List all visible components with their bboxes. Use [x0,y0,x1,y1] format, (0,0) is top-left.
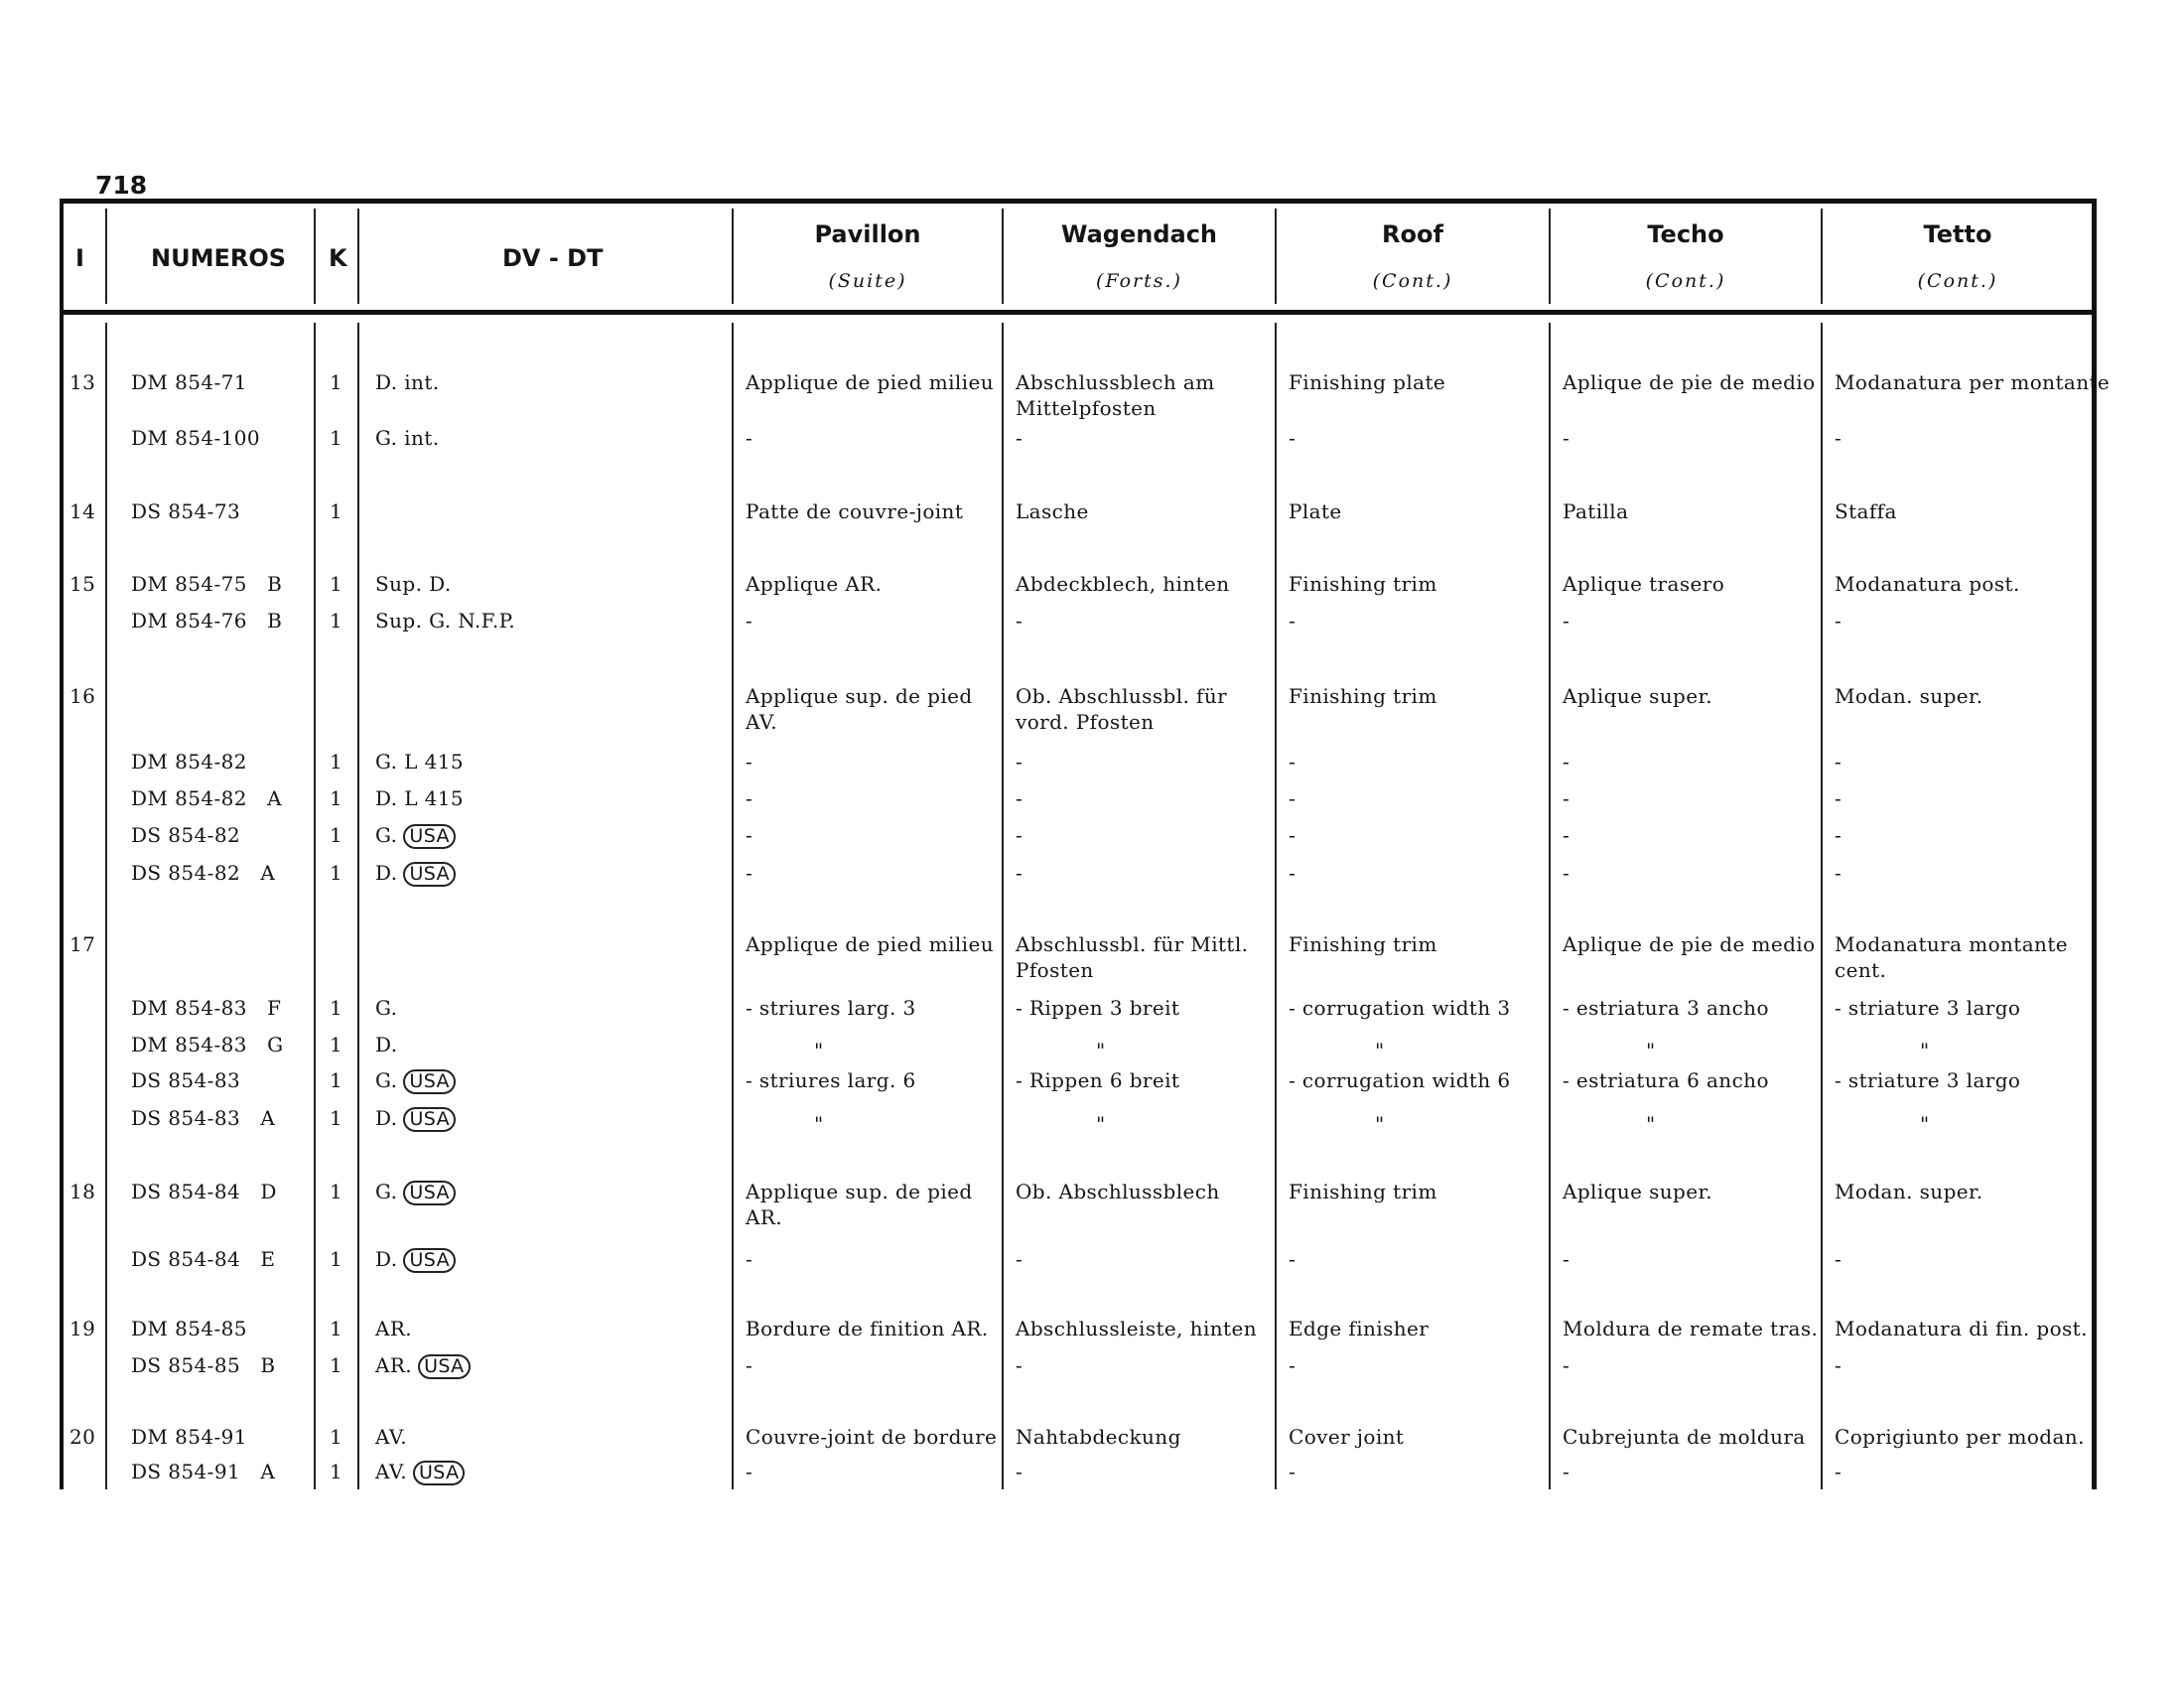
techo-cell: - [1563,1353,1570,1377]
part-number-cell: DM 854-85 [131,1317,247,1340]
dvdt-cell: G. L 415 [375,750,464,774]
tetto-cell: " [1920,1039,1930,1062]
techo-cell: Aplique super. [1563,684,1713,708]
quantity-cell: 1 [330,1425,343,1449]
pavillon-cell: - [746,823,753,847]
column-divider [314,323,316,1489]
tetto-cell: Staffa [1835,499,1897,523]
roof-cell: " [1375,1039,1385,1062]
wagendach-cell: " [1096,1112,1106,1136]
page-number: 718 [95,171,148,200]
quantity-cell: 1 [330,499,343,523]
tetto-cell: - [1835,609,1843,633]
quantity-cell: 1 [330,426,343,450]
techo-cell: Cubrejunta de moldura [1563,1425,1806,1449]
header-lang-es-sub: (Cont.) [1645,270,1726,292]
pavillon-cell: Couvre-joint de bordure [746,1425,998,1449]
wagendach-cell: - [1016,426,1024,450]
techo-cell: Aplique de pie de medio [1563,370,1816,394]
usa-badge: USA [403,1107,456,1132]
dvdt-cell: AR. [375,1317,413,1340]
techo-cell: - [1563,426,1570,450]
tetto-cell: Coprigiunto per modan. [1835,1425,2085,1449]
wagendach-cell: - [1016,861,1024,885]
tetto-cell: - [1835,750,1843,774]
part-number-cell: DS 854-91 A [131,1460,276,1483]
roof-cell: Finishing trim [1289,1180,1437,1203]
part-number-cell: DM 854-82 [131,750,247,774]
techo-cell: Aplique super. [1563,1180,1713,1203]
usa-badge: USA [413,1461,466,1485]
tetto-cell: Modan. super. [1835,1180,1983,1203]
column-divider [105,323,107,1489]
pavillon-cell: Applique de pied milieu [746,370,994,394]
dvdt-cell: D. USA [375,1246,456,1273]
wagendach-cell: - [1016,823,1024,847]
item-number-cell: 17 [69,932,96,956]
usa-badge: USA [403,824,456,849]
quantity-cell: 1 [330,1353,343,1377]
item-number-cell: 15 [69,572,96,596]
quantity-cell: 1 [330,823,343,847]
dvdt-cell: Sup. G. N.F.P. [375,609,516,633]
tetto-cell: - [1835,1353,1843,1377]
header-lang-de-title: Wagendach [1060,220,1218,248]
dvdt-cell: D. int. [375,370,440,394]
tetto-cell: - [1835,823,1843,847]
wagendach-cell: " [1096,1039,1106,1062]
roof-cell: - [1289,786,1297,810]
techo-cell: - [1563,786,1570,810]
dvdt-cell: G. [375,996,398,1020]
roof-cell: Finishing trim [1289,684,1437,708]
header-lang-en-title: Roof [1382,220,1443,248]
roof-cell: " [1375,1112,1385,1136]
techo-cell: Patilla [1563,499,1629,523]
usa-badge: USA [403,1069,456,1094]
part-number-cell: DS 854-83 [131,1068,241,1092]
column-divider [732,323,734,1489]
header-item: I [75,244,84,272]
roof-cell: - [1289,861,1297,885]
pavillon-cell: Applique sup. de pied AV. [746,684,973,734]
pavillon-cell: Bordure de finition AR. [746,1317,989,1340]
header-divider [357,209,359,304]
wagendach-cell: Abschlussblech am Mittelpfosten [1016,370,1215,420]
part-number-cell: DM 854-76 B [131,609,283,633]
wagendach-cell: - [1016,786,1024,810]
tetto-cell: " [1920,1112,1930,1136]
tetto-cell: - striature 3 largo [1835,1068,2021,1092]
wagendach-cell: - [1016,1353,1024,1377]
pavillon-cell: - [746,609,753,633]
roof-cell: - [1289,609,1297,633]
tetto-cell: - [1835,1460,1843,1483]
roof-cell: - corrugation width 3 [1289,996,1511,1020]
column-divider [1275,323,1277,1489]
item-number-cell: 19 [69,1317,96,1340]
roof-cell: - corrugation width 6 [1289,1068,1511,1092]
quantity-cell: 1 [330,609,343,633]
tetto-cell: - [1835,861,1843,885]
roof-cell: Cover joint [1289,1425,1405,1449]
usa-badge: USA [403,862,456,887]
part-number-cell: DS 854-82 [131,823,241,847]
header-lang-en-sub: (Cont.) [1372,270,1453,292]
item-number-cell: 14 [69,499,96,523]
techo-cell: - [1563,1460,1570,1483]
techo-cell: - estriatura 6 ancho [1563,1068,1769,1092]
wagendach-cell: - Rippen 6 breit [1016,1068,1180,1092]
part-number-cell: DM 854-83 F [131,996,282,1020]
header-k: K [329,244,347,272]
header-divider [105,209,107,304]
roof-cell: Edge finisher [1289,1317,1430,1340]
dvdt-cell: AV. USA [375,1459,465,1485]
pavillon-cell: - [746,426,753,450]
wagendach-cell: - [1016,1460,1024,1483]
quantity-cell: 1 [330,861,343,885]
quantity-cell: 1 [330,996,343,1020]
dvdt-cell: AR. USA [375,1352,471,1379]
tetto-cell: - [1835,426,1843,450]
usa-badge: USA [403,1248,456,1273]
wagendach-cell: - [1016,1247,1024,1271]
techo-cell: - [1563,823,1570,847]
part-number-cell: DM 854-82 A [131,786,282,810]
dvdt-cell: D. [375,1033,398,1056]
wagendach-cell: - [1016,750,1024,774]
dvdt-cell: D. L 415 [375,786,465,810]
quantity-cell: 1 [330,572,343,596]
quantity-cell: 1 [330,1247,343,1271]
techo-cell: - [1563,609,1570,633]
quantity-cell: 1 [330,1033,343,1056]
column-divider [1549,323,1551,1489]
header-lang-fr-title: Pavillon [814,220,921,248]
tetto-cell: Modanatura montante cent. [1835,932,2069,982]
pavillon-cell: " [814,1039,824,1062]
pavillon-cell: - [746,861,753,885]
part-number-cell: DM 854-71 [131,370,247,394]
pavillon-cell: - [746,1353,753,1377]
item-number-cell: 18 [69,1180,96,1203]
techo-cell: - estriatura 3 ancho [1563,996,1769,1020]
tetto-cell: Modanatura post. [1835,572,2020,596]
dvdt-cell: D. USA [375,1105,456,1132]
part-number-cell: DS 854-83 A [131,1106,276,1130]
part-number-cell: DS 854-84 E [131,1247,276,1271]
tetto-cell: Modanatura per montante [1835,370,2111,394]
roof-cell: - [1289,1353,1297,1377]
quantity-cell: 1 [330,1180,343,1203]
tetto-cell: - [1835,786,1843,810]
header-lang-de-sub: (Forts.) [1096,270,1182,292]
part-number-cell: DS 854-84 D [131,1180,277,1203]
header-lang-fr-sub: (Suite) [828,270,907,292]
roof-cell: - [1289,750,1297,774]
pavillon-cell: - striures larg. 6 [746,1068,916,1092]
roof-cell: Plate [1289,499,1342,523]
quantity-cell: 1 [330,1317,343,1340]
dvdt-cell: G. int. [375,426,440,450]
roof-cell: Finishing trim [1289,572,1437,596]
part-number-cell: DM 854-75 B [131,572,283,596]
quantity-cell: 1 [330,786,343,810]
item-number-cell: 20 [69,1425,96,1449]
pavillon-cell: Applique sup. de pied AR. [746,1180,973,1229]
wagendach-cell: Lasche [1016,499,1089,523]
usa-badge: USA [418,1354,471,1379]
wagendach-cell: - [1016,609,1024,633]
dvdt-cell: D. USA [375,860,456,887]
pavillon-cell: Applique de pied milieu [746,932,994,956]
roof-cell: - [1289,426,1297,450]
header-lang-it-title: Tetto [1923,220,1992,248]
pavillon-cell: Applique AR. [746,572,883,596]
dvdt-cell: G. USA [375,1067,456,1094]
techo-cell: " [1646,1112,1656,1136]
part-number-cell: DM 854-91 [131,1425,247,1449]
techo-cell: Aplique trasero [1563,572,1725,596]
usa-badge: USA [403,1181,456,1205]
wagendach-cell: Nahtabdeckung [1016,1425,1181,1449]
quantity-cell: 1 [330,1106,343,1130]
item-number-cell: 16 [69,684,96,708]
techo-cell: Aplique de pie de medio [1563,932,1816,956]
quantity-cell: 1 [330,750,343,774]
wagendach-cell: - Rippen 3 breit [1016,996,1180,1020]
dvdt-cell: AV. [375,1425,407,1449]
dvdt-cell: Sup. D. [375,572,452,596]
roof-cell: - [1289,1247,1297,1271]
wagendach-cell: Abschlussbl. für Mittl. Pfosten [1016,932,1249,982]
pavillon-cell: - [746,1460,753,1483]
roof-cell: - [1289,823,1297,847]
header-lang-es-title: Techo [1647,220,1724,248]
column-divider [357,323,359,1489]
pavillon-cell: - [746,786,753,810]
tetto-cell: - striature 3 largo [1835,996,2021,1020]
part-number-cell: DS 854-73 [131,499,241,523]
tetto-cell: - [1835,1247,1843,1271]
item-number-cell: 13 [69,370,96,394]
pavillon-cell: Patte de couvre-joint [746,499,964,523]
quantity-cell: 1 [330,1460,343,1483]
tetto-cell: Modan. super. [1835,684,1983,708]
header-rule [64,310,2092,315]
header-lang-it-sub: (Cont.) [1917,270,1998,292]
roof-cell: Finishing trim [1289,932,1437,956]
techo-cell: - [1563,750,1570,774]
wagendach-cell: Ob. Abschlussblech [1016,1180,1220,1203]
header-numeros: NUMEROS [151,244,287,272]
techo-cell: - [1563,861,1570,885]
roof-cell: - [1289,1460,1297,1483]
quantity-cell: 1 [330,370,343,394]
header-divider [314,209,316,304]
part-number-cell: DM 854-100 [131,426,260,450]
pavillon-cell: - [746,750,753,774]
techo-cell: - [1563,1247,1570,1271]
part-number-cell: DS 854-85 B [131,1353,276,1377]
techo-cell: Moldura de remate tras. [1563,1317,1819,1340]
column-divider [1002,323,1004,1489]
header-dvdt: DV - DT [502,244,604,272]
column-divider [1821,323,1823,1489]
part-number-cell: DM 854-83 G [131,1033,284,1056]
pavillon-cell: " [814,1112,824,1136]
quantity-cell: 1 [330,1068,343,1092]
wagendach-cell: Ob. Abschlussbl. für vord. Pfosten [1016,684,1228,734]
dvdt-cell: G. USA [375,822,456,849]
pavillon-cell: - striures larg. 3 [746,996,916,1020]
dvdt-cell: G. USA [375,1179,456,1205]
tetto-cell: Modanatura di fin. post. [1835,1317,2088,1340]
techo-cell: " [1646,1039,1656,1062]
roof-cell: Finishing plate [1289,370,1446,394]
part-number-cell: DS 854-82 A [131,861,276,885]
wagendach-cell: Abdeckblech, hinten [1016,572,1230,596]
wagendach-cell: Abschlussleiste, hinten [1016,1317,1257,1340]
pavillon-cell: - [746,1247,753,1271]
